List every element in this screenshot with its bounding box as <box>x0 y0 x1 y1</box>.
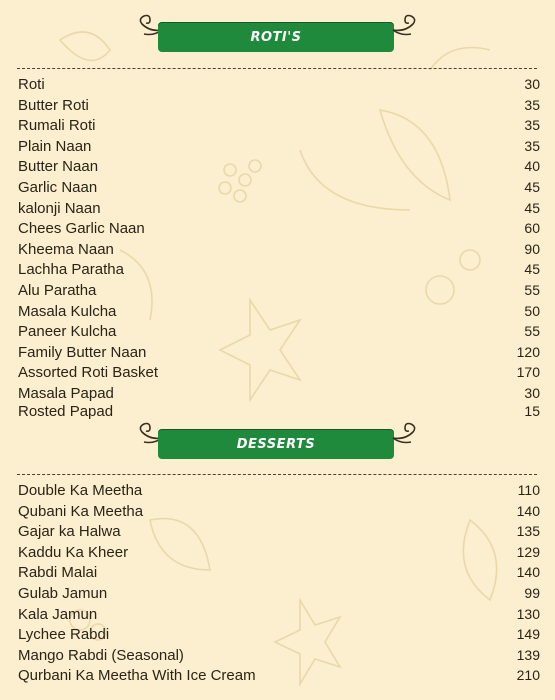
item-name: Mango Rabdi (Seasonal) <box>18 646 184 664</box>
item-price: 35 <box>524 117 540 134</box>
item-price: 30 <box>524 76 540 92</box>
item-price: 45 <box>524 178 540 195</box>
item-price: 55 <box>524 281 540 298</box>
menu-item <box>18 323 540 344</box>
item-name: Lachha Paratha <box>18 261 124 279</box>
item-price: 135 <box>516 523 540 540</box>
menu-item <box>18 647 540 668</box>
item-name: Rumali Roti <box>18 117 96 135</box>
menu-item <box>18 344 540 365</box>
item-name: kalonji Naan <box>18 199 101 217</box>
item-price: 40 <box>524 158 540 175</box>
menu-item <box>18 503 540 524</box>
menu-list-desserts <box>18 482 540 688</box>
item-name: Kala Jamun <box>18 605 98 623</box>
section-title-rotis: ROTI'S <box>158 22 394 52</box>
section-divider-desserts <box>17 474 537 475</box>
item-price: 99 <box>524 584 540 601</box>
item-name: Roti <box>18 76 45 93</box>
item-name: Butter Roti <box>18 96 89 114</box>
item-name: Paneer Kulcha <box>18 323 117 341</box>
section-title-desserts: DESSERTS <box>158 429 394 459</box>
menu-item <box>18 585 540 606</box>
item-price: 50 <box>524 302 540 319</box>
item-price: 35 <box>524 137 540 154</box>
menu-item <box>18 117 540 138</box>
flourish-right-icon <box>391 416 423 448</box>
item-price: 110 <box>517 482 540 498</box>
menu-item <box>18 97 540 118</box>
menu-item <box>18 606 540 627</box>
item-name: Chees Garlic Naan <box>18 220 145 238</box>
item-price: 130 <box>516 605 540 622</box>
item-name: Family Butter Naan <box>18 343 147 361</box>
item-name: Masala Kulcha <box>18 302 117 320</box>
item-price: 149 <box>516 626 540 643</box>
item-price: 60 <box>524 220 540 237</box>
item-name: Rabdi Malai <box>18 564 98 582</box>
menu-item <box>18 364 540 385</box>
item-price: 45 <box>524 199 540 216</box>
menu-item <box>18 626 540 647</box>
menu-item <box>18 523 540 544</box>
menu-item <box>18 482 540 503</box>
menu-item <box>18 220 540 241</box>
menu-item <box>18 564 540 585</box>
item-name: Plain Naan <box>18 137 92 155</box>
item-name: Qurbani Ka Meetha With Ice Cream <box>18 667 256 685</box>
flourish-right-icon <box>391 8 423 40</box>
menu-list-rotis <box>18 76 540 421</box>
menu-item <box>18 303 540 324</box>
item-name: Kheema Naan <box>18 240 114 258</box>
item-name: Kaddu Ka Kheer <box>18 543 129 561</box>
item-price: 170 <box>516 364 540 381</box>
item-price: 55 <box>524 323 540 340</box>
item-name: Alu Paratha <box>18 281 97 299</box>
menu-item <box>18 241 540 262</box>
item-name: Qubani Ka Meetha <box>18 502 144 520</box>
menu-item <box>18 158 540 179</box>
menu-item <box>18 261 540 282</box>
item-name: Assorted Roti Basket <box>18 364 159 382</box>
menu-item <box>18 544 540 565</box>
menu-item <box>18 138 540 159</box>
item-name: Gajar ka Halwa <box>18 523 121 541</box>
item-price: 129 <box>516 543 540 560</box>
item-price: 140 <box>516 564 540 581</box>
item-name: Butter Naan <box>18 158 99 176</box>
item-name: Rosted Papad <box>18 402 114 420</box>
section-divider-rotis <box>17 68 537 69</box>
item-price: 139 <box>516 646 540 663</box>
item-price: 120 <box>516 343 540 360</box>
item-name: Garlic Naan <box>18 178 98 196</box>
menu-item <box>18 282 540 303</box>
menu-item <box>18 385 540 403</box>
item-price: 30 <box>524 384 540 401</box>
menu-item <box>18 667 540 688</box>
item-name: Masala Papad <box>18 384 114 402</box>
item-name: Gulab Jamun <box>18 584 108 602</box>
item-price: 45 <box>524 261 540 278</box>
item-name: Lychee Rabdi <box>18 626 110 644</box>
item-price: 210 <box>516 667 540 684</box>
menu-item <box>18 403 540 421</box>
menu-item <box>18 200 540 221</box>
menu-item <box>18 179 540 200</box>
item-price: 35 <box>524 96 540 113</box>
item-price: 90 <box>524 240 540 257</box>
item-name: Double Ka Meetha <box>18 482 143 499</box>
item-price: 15 <box>524 402 540 419</box>
item-price: 140 <box>516 502 540 519</box>
menu-item <box>18 76 540 97</box>
